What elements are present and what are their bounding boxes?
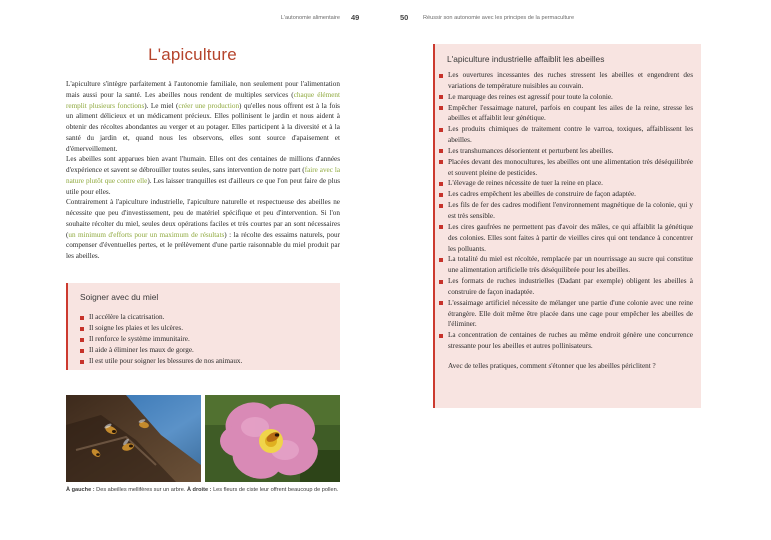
box-title: Soigner avec du miel xyxy=(80,292,159,302)
list-item-text: Les cires gaufrées ne permettent pas d'avoir des mâles, ce qui affaiblit la génétique des colonies. Elles sont faites à partir de vieilles cires qui ont tendance à concentrer les polluants. xyxy=(448,222,693,253)
industrial-practices-list xyxy=(435,64,701,352)
caption-left-text: Des abeilles mellifères sur un arbre. xyxy=(94,487,187,493)
page-title: L'apiculture xyxy=(148,45,237,64)
principle-link: chaque élément remplit plusieurs fonctions xyxy=(66,90,340,110)
page-number-left: 49 xyxy=(351,13,360,22)
running-head-left: L'autonomie alimentaire xyxy=(280,15,340,21)
intro-p1-a: L'apiculture s'intègre parfaitement à l'autonomie familiale, non seulement pour l'alimentation mais aussi pour la santé. Les abeilles nous rendent de multiples services ( xyxy=(66,80,340,99)
list-item xyxy=(79,345,334,356)
bullet-icon xyxy=(439,74,443,78)
list-item xyxy=(438,222,693,255)
bullet-icon xyxy=(439,334,443,338)
intro-p2-a: Les abeilles sont apparues bien avant l'humain. Elles ont des centaines de millions d'années d'expérience et savent se débrouiller toutes seules, sans intervention de notre part ( xyxy=(66,155,340,174)
list-item-text: Il est utile pour soigner les blessures de nos animaux. xyxy=(89,357,243,366)
list-item xyxy=(438,157,693,179)
photo-cistus-flower xyxy=(205,395,340,482)
intro-p3-a: Contrairement à l'apiculture industrielle, l'apiculture naturelle et respectueuse des abeilles ne nécessite que peu d'investissement, peu de matériel spécifique et peu d'intervention. Si l'on souhaite récolter du miel, seules deux opérations faciles et très courtes par an sont nécessaires ( xyxy=(66,198,340,239)
list-item xyxy=(79,334,334,345)
list-item-text: Le marquage des reines est agressif pour toute la colonie. xyxy=(448,92,613,101)
list-item xyxy=(438,298,693,331)
list-item xyxy=(438,124,693,146)
honey-care-box xyxy=(66,283,340,370)
list-item-text: Il aide à éliminer les maux de gorge. xyxy=(89,346,194,355)
bullet-icon xyxy=(439,258,443,262)
list-item xyxy=(79,323,334,334)
list-item-text: Les cadres empêchent les abeilles de construire de façon adaptée. xyxy=(448,190,636,199)
honey-care-list xyxy=(68,302,340,367)
bullet-icon xyxy=(80,327,84,331)
intro-text xyxy=(66,79,340,262)
intro-p2-b: ). Les laisser tranquilles est d'ailleurs ce que l'on peut faire de plus utile pour elles. xyxy=(66,176,340,196)
list-item-text: Placées devant des monocultures, les abeilles ont une alimentation très déséquilibrée et souvent pleine de pesticides. xyxy=(448,157,693,177)
list-item-text: Empêcher l'essaimage naturel, parfois en coupant les ailes de la reine, stresse les abeilles et affaiblit leur génétique. xyxy=(448,103,693,123)
list-item-text: La concentration de centaines de ruches au même endroit génère une concurrence stressante pour les abeilles et autres pollinisateurs. xyxy=(448,331,693,351)
list-item xyxy=(438,92,693,103)
photo-caption xyxy=(66,485,341,495)
closing-question: Avec de telles pratiques, comment s'étonner que les abeilles périclitent ? xyxy=(448,361,656,370)
caption-right-text: Les fleurs de ciste leur offrent beaucoup de pollen. xyxy=(211,487,339,493)
bullet-icon xyxy=(80,338,84,342)
principle-link: un minimum d'efforts pour un maximum de résultats xyxy=(68,230,225,239)
bees-on-tree-image xyxy=(66,395,201,482)
list-item xyxy=(438,146,693,157)
list-item xyxy=(438,254,693,276)
list-item xyxy=(79,356,334,367)
list-item xyxy=(438,200,693,222)
industrial-beekeeping-box xyxy=(433,44,701,408)
cistus-flower-image xyxy=(205,395,340,482)
list-item-text: Il soigne les plaies et les ulcères. xyxy=(89,324,184,333)
bullet-icon xyxy=(439,301,443,305)
list-item-text: Les produits chimiques de traitement contre le varroa, toxiques, affaiblissent les abeilles. xyxy=(448,125,693,145)
principle-link: créer une production xyxy=(178,101,240,110)
bullet-icon xyxy=(439,280,443,284)
intro-p3-b: ) : la récolte des essaims naturels, pour compenser d'éventuelles pertes, et le prélèvement d'une partie raisonnable du miel produit par les abeilles. xyxy=(66,230,341,260)
list-item-text: L'essaimage artificiel nécessite de mélanger une partie d'une colonie avec une reine étrangère. Elle doit même être placée dans une cage pour empêcher les abeilles de l'éliminer. xyxy=(448,298,693,329)
list-item xyxy=(79,312,334,323)
list-item-text: Les transhumances désorientent et perturbent les abeilles. xyxy=(448,146,614,155)
list-item xyxy=(438,178,693,189)
bullet-icon xyxy=(439,106,443,110)
bullet-icon xyxy=(439,204,443,208)
list-item-text: Les fils de fer des cadres modifient l'environnement magnétique de la colonie, qui y est très sensible. xyxy=(448,201,693,220)
list-item-text: Il renforce le système immunitaire. xyxy=(89,335,190,344)
intro-p1-b: ). Le miel ( xyxy=(144,101,179,110)
right-page xyxy=(386,0,771,540)
bullet-icon xyxy=(439,95,443,99)
bullet-icon xyxy=(439,160,443,164)
bullet-icon xyxy=(80,316,84,320)
running-head-right: Réussir son autonomie avec les principes de la permaculture xyxy=(423,15,575,21)
bullet-icon xyxy=(80,360,84,364)
box-title: L'apiculture industrielle affaiblit les abeilles xyxy=(447,54,605,64)
list-item xyxy=(438,330,693,352)
list-item-text: L'élevage de reines nécessite de tuer la reine en place. xyxy=(448,179,603,188)
intro-p1-c: ) qu'elles nous offrent est à la fois un aliment délicieux et un médicament précieux. Elles pollinisent le jardin et nous aident à obtenir des récoltes abondantes au verger et au potager. Elles participent à la diversité et à la santé du jardin et, quand nous les observons, elles sont source d'apaisement et d'émerveillement. xyxy=(66,101,340,153)
list-item-text: Il accélère la cicatrisation. xyxy=(89,313,165,321)
list-item xyxy=(438,70,693,92)
caption-right-label: À droite : xyxy=(186,487,212,493)
bullet-icon xyxy=(439,182,443,186)
bullet-icon xyxy=(439,193,443,197)
bullet-icon xyxy=(439,128,443,132)
caption-left-label: À gauche : xyxy=(66,487,95,493)
list-item xyxy=(438,189,693,200)
list-item xyxy=(438,276,693,298)
bullet-icon xyxy=(439,225,443,229)
list-item xyxy=(438,103,693,125)
principle-link: faire avec la nature plutôt que contre elle xyxy=(66,166,341,185)
list-item-text: La totalité du miel est récoltée, remplacée par un nourrissage au sucre qui constitue une alimentation artificielle très déséquilibrée pour les abeilles. xyxy=(448,255,693,275)
photo-bees-on-tree xyxy=(66,395,201,482)
list-item-text: Les ouvertures incessantes des ruches stressent les abeilles et engendrent des variations de température nuisibles au couvain. xyxy=(448,71,693,90)
page-number-right: 50 xyxy=(400,13,409,22)
list-item-text: Les formats de ruches industrielles (Dadant par exemple) obligent les abeilles à construire de façon inadaptée. xyxy=(448,277,693,296)
bullet-icon xyxy=(439,149,443,153)
bullet-icon xyxy=(80,349,84,353)
left-page xyxy=(0,0,385,540)
